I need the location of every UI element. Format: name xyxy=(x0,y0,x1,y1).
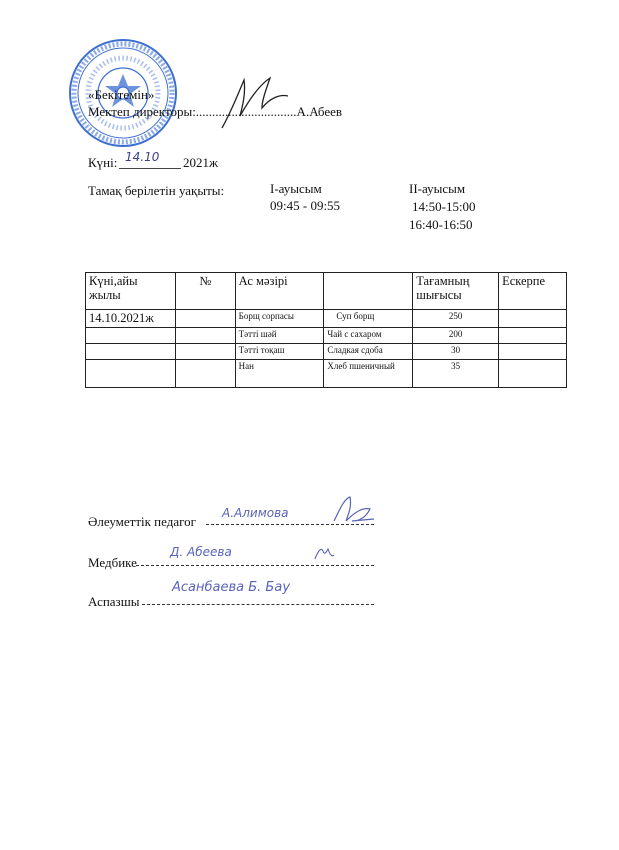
table-header-row xyxy=(86,273,567,310)
director-signature xyxy=(218,72,293,132)
date-handwritten: 14.10 xyxy=(125,150,160,164)
header-menu-ru xyxy=(324,273,413,310)
header-menu: Ас мәзірі xyxy=(235,273,324,310)
table-row xyxy=(86,344,567,360)
table-row xyxy=(86,310,567,328)
row-dish-ru: Чай с сахаром xyxy=(324,328,413,344)
date-underline xyxy=(119,168,181,169)
date-label: Күні: xyxy=(88,155,118,170)
shift1-title: I-ауысым xyxy=(270,181,322,196)
cook-line xyxy=(142,604,374,605)
row-dish-ru: Хлеб пшеничный xyxy=(324,360,413,388)
shift2-title: II-ауысым xyxy=(409,181,466,196)
table-row xyxy=(86,360,567,388)
nurse-handwritten: Д. Абеева xyxy=(170,545,232,559)
row-dish-kz: Нан xyxy=(235,360,324,388)
row-quantity: 250 xyxy=(413,310,499,328)
row-dish-kz: Борщ сорпасы xyxy=(235,310,324,328)
cook-handwritten: Асанбаева Б. Бау xyxy=(172,580,291,595)
row-number xyxy=(175,360,235,388)
header-date: Күні,айы жылы xyxy=(86,273,176,310)
table-row xyxy=(86,328,567,344)
row-date xyxy=(86,328,176,344)
row-date: 14.10.2021ж xyxy=(86,310,176,328)
nurse-label: Медбике xyxy=(88,555,137,570)
row-number xyxy=(175,310,235,328)
director-line: Мектеп директоры:...............................А.Абеев xyxy=(88,104,343,119)
row-number xyxy=(175,344,235,360)
social-pedagogue-signature xyxy=(330,493,378,527)
meal-times-label: Тамақ берілетін уақыты: xyxy=(88,183,225,198)
row-note xyxy=(499,310,567,328)
row-note xyxy=(499,360,567,388)
row-date xyxy=(86,360,176,388)
social-pedagogue-label: Әлеуметтік педагог xyxy=(88,514,196,529)
approval-title: «Бекітемін» xyxy=(88,87,155,102)
row-note xyxy=(499,344,567,360)
row-number xyxy=(175,328,235,344)
social-pedagogue-handwritten: А.Алимова xyxy=(222,506,289,520)
header-note: Ескерпе xyxy=(499,273,567,310)
shift2-time-1: 14:50-15:00 xyxy=(412,199,476,214)
row-quantity: 200 xyxy=(413,328,499,344)
date-year: 2021ж xyxy=(183,155,218,170)
row-date xyxy=(86,344,176,360)
cook-label: Аспазшы xyxy=(88,594,140,609)
nurse-signature xyxy=(312,543,336,563)
row-quantity: 30 xyxy=(413,344,499,360)
menu-table xyxy=(85,272,567,388)
row-note xyxy=(499,328,567,344)
shift1-time: 09:45 - 09:55 xyxy=(270,198,341,213)
row-dish-ru: Сладкая сдоба xyxy=(324,344,413,360)
header-quantity: Тағамның шығысы xyxy=(413,273,499,310)
nurse-line xyxy=(136,565,374,566)
row-quantity: 35 xyxy=(413,360,499,388)
row-dish-ru: Суп борщ xyxy=(324,310,413,328)
row-dish-kz: Тәтті тоқаш xyxy=(235,344,324,360)
row-dish-kz: Тәтті шәй xyxy=(235,328,324,344)
shift2-time-2: 16:40-16:50 xyxy=(409,217,473,232)
header-number: № xyxy=(175,273,235,310)
